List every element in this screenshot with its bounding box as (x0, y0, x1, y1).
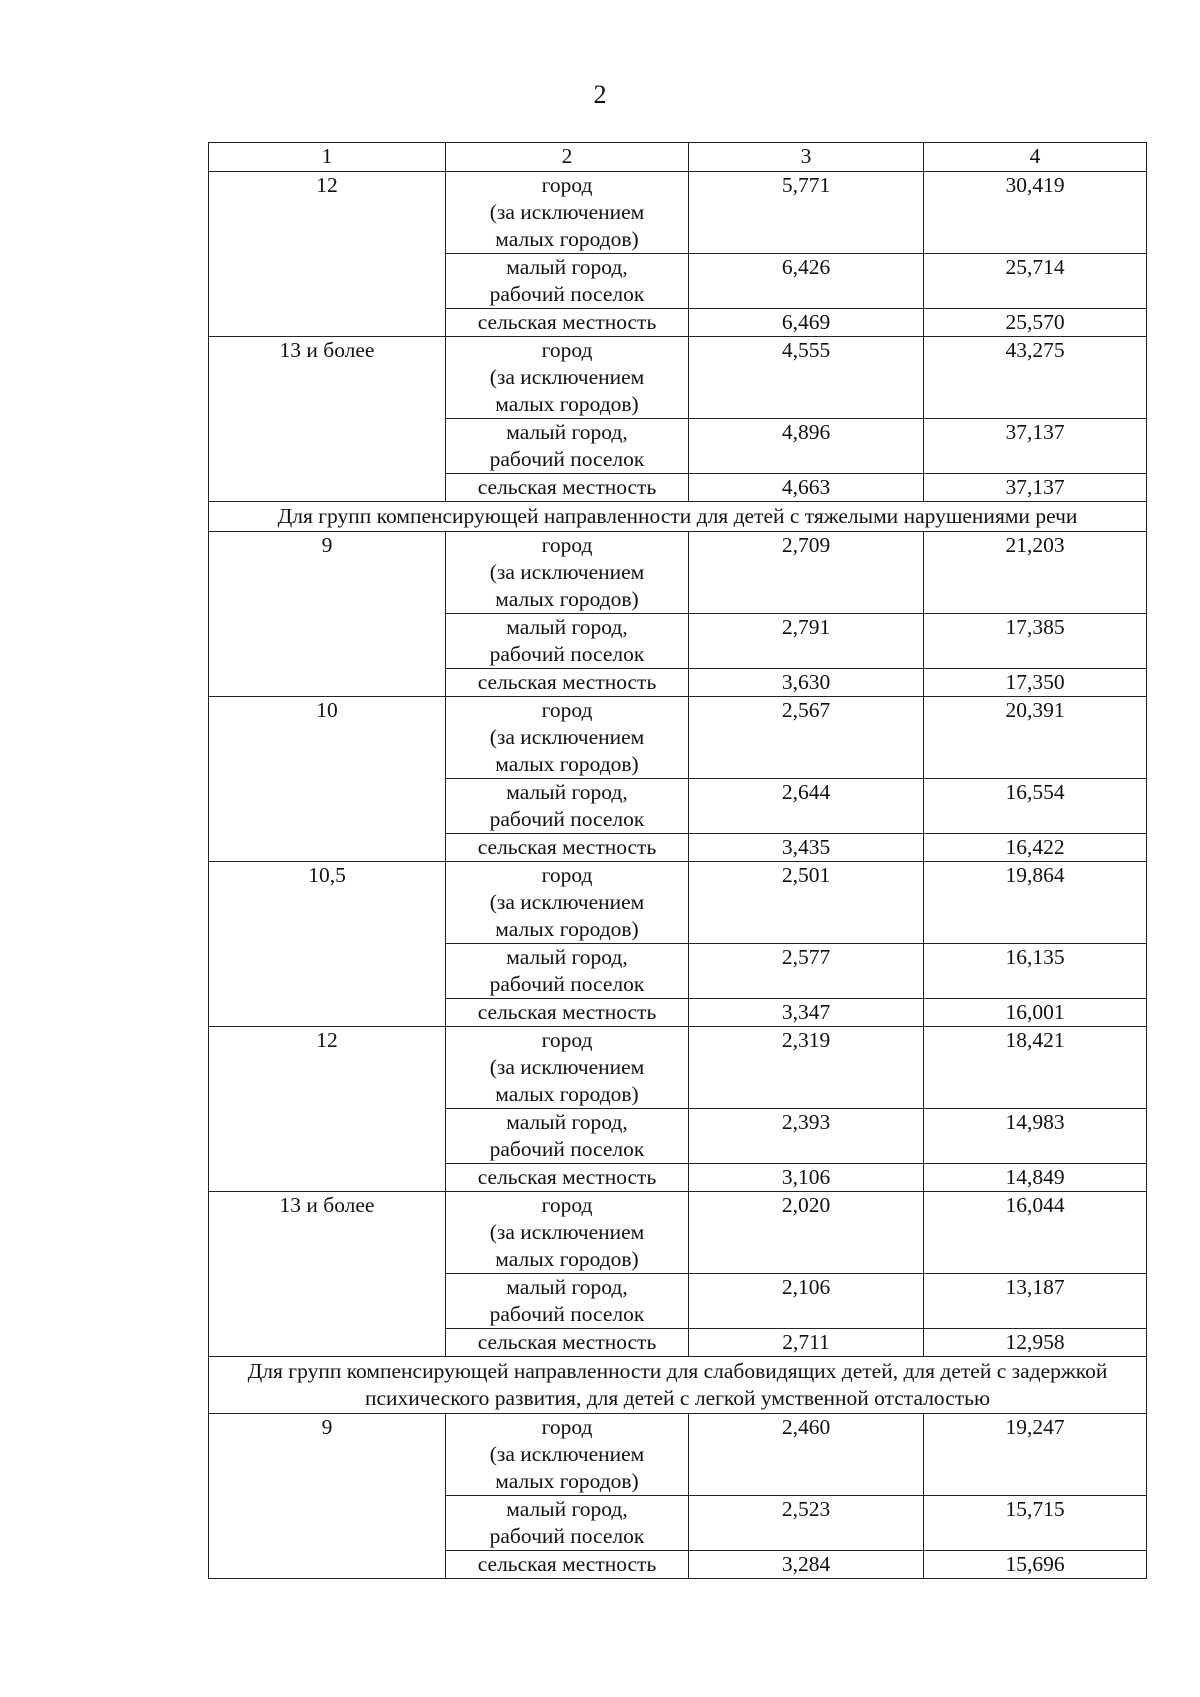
locality-cell: сельская местность (446, 1164, 689, 1192)
col3-value-cell: 3,630 (689, 669, 924, 697)
locality-cell: сельская местность (446, 999, 689, 1027)
header-col-1: 1 (209, 143, 446, 172)
col4-value-cell: 16,135 (924, 944, 1147, 999)
col4-value-cell: 18,421 (924, 1027, 1147, 1109)
col3-value-cell: 6,469 (689, 309, 924, 337)
locality-cell: сельская местность (446, 834, 689, 862)
col3-value-cell: 2,523 (689, 1496, 924, 1551)
header-col-3: 3 (689, 143, 924, 172)
table-row (209, 697, 1147, 779)
section-title-row (209, 1357, 1147, 1414)
table-header-row (209, 143, 1147, 172)
locality-cell: малый город, рабочий поселок (446, 1496, 689, 1551)
locality-cell: город (за исключением малых городов) (446, 1027, 689, 1109)
table-row (209, 172, 1147, 254)
col3-value-cell: 4,663 (689, 474, 924, 502)
table-row (209, 1192, 1147, 1274)
col3-value-cell: 2,577 (689, 944, 924, 999)
col3-value-cell: 2,106 (689, 1274, 924, 1329)
locality-cell: малый город, рабочий поселок (446, 779, 689, 834)
col4-value-cell: 16,422 (924, 834, 1147, 862)
col3-value-cell: 2,791 (689, 614, 924, 669)
locality-cell: малый город, рабочий поселок (446, 1274, 689, 1329)
locality-cell: город (за исключением малых городов) (446, 697, 689, 779)
section-title: Для групп компенсирующей направленности для слабовидящих детей, для детей с задержкой психического развития, для детей с легкой умственной отсталостью (209, 1357, 1147, 1414)
col3-value-cell: 3,284 (689, 1551, 924, 1579)
locality-cell: малый город, рабочий поселок (446, 944, 689, 999)
locality-cell: сельская местность (446, 1329, 689, 1357)
col3-value-cell: 2,567 (689, 697, 924, 779)
locality-cell: сельская местность (446, 669, 689, 697)
col4-value-cell: 19,864 (924, 862, 1147, 944)
col4-value-cell: 17,350 (924, 669, 1147, 697)
col4-value-cell: 14,983 (924, 1109, 1147, 1164)
col3-value-cell: 4,896 (689, 419, 924, 474)
col4-value-cell: 30,419 (924, 172, 1147, 254)
table-row (209, 532, 1147, 614)
locality-cell: малый город, рабочий поселок (446, 614, 689, 669)
hours-cell: 13 и более (209, 337, 446, 502)
page-number: 2 (593, 80, 607, 109)
col4-value-cell: 13,187 (924, 1274, 1147, 1329)
col3-value-cell: 2,501 (689, 862, 924, 944)
locality-cell: город (за исключением малых городов) (446, 1192, 689, 1274)
locality-cell: малый город, рабочий поселок (446, 419, 689, 474)
locality-cell: сельская местность (446, 309, 689, 337)
col4-value-cell: 12,958 (924, 1329, 1147, 1357)
col4-value-cell: 17,385 (924, 614, 1147, 669)
col4-value-cell: 19,247 (924, 1414, 1147, 1496)
col4-value-cell: 16,554 (924, 779, 1147, 834)
section-title: Для групп компенсирующей направленности для детей с тяжелыми нарушениями речи (209, 502, 1147, 532)
locality-cell: город (за исключением малых городов) (446, 172, 689, 254)
locality-cell: город (за исключением малых городов) (446, 532, 689, 614)
col4-value-cell: 16,001 (924, 999, 1147, 1027)
tariff-table (208, 142, 1147, 1579)
col4-value-cell: 15,715 (924, 1496, 1147, 1551)
locality-cell: малый город, рабочий поселок (446, 254, 689, 309)
col3-value-cell: 4,555 (689, 337, 924, 419)
header-col-2: 2 (446, 143, 689, 172)
col3-value-cell: 2,319 (689, 1027, 924, 1109)
col4-value-cell: 25,714 (924, 254, 1147, 309)
col3-value-cell: 3,347 (689, 999, 924, 1027)
col4-value-cell: 14,849 (924, 1164, 1147, 1192)
header-col-4: 4 (924, 143, 1147, 172)
table-row (209, 1414, 1147, 1496)
col4-value-cell: 43,275 (924, 337, 1147, 419)
col3-value-cell: 2,709 (689, 532, 924, 614)
hours-cell: 9 (209, 1414, 446, 1579)
col3-value-cell: 5,771 (689, 172, 924, 254)
col3-value-cell: 3,106 (689, 1164, 924, 1192)
locality-cell: сельская местность (446, 474, 689, 502)
col3-value-cell: 2,711 (689, 1329, 924, 1357)
locality-cell: город (за исключением малых городов) (446, 1414, 689, 1496)
col4-value-cell: 25,570 (924, 309, 1147, 337)
hours-cell: 13 и более (209, 1192, 446, 1357)
col4-value-cell: 20,391 (924, 697, 1147, 779)
hours-cell: 9 (209, 532, 446, 697)
table-body (209, 143, 1147, 1579)
locality-cell: город (за исключением малых городов) (446, 337, 689, 419)
col4-value-cell: 15,696 (924, 1551, 1147, 1579)
col4-value-cell: 16,044 (924, 1192, 1147, 1274)
col3-value-cell: 6,426 (689, 254, 924, 309)
table-row (209, 337, 1147, 419)
hours-cell: 10,5 (209, 862, 446, 1027)
table-row (209, 862, 1147, 944)
hours-cell: 12 (209, 172, 446, 337)
col4-value-cell: 37,137 (924, 474, 1147, 502)
section-title-row (209, 502, 1147, 532)
locality-cell: сельская местность (446, 1551, 689, 1579)
col4-value-cell: 21,203 (924, 532, 1147, 614)
col3-value-cell: 3,435 (689, 834, 924, 862)
col3-value-cell: 2,644 (689, 779, 924, 834)
locality-cell: малый город, рабочий поселок (446, 1109, 689, 1164)
locality-cell: город (за исключением малых городов) (446, 862, 689, 944)
col3-value-cell: 2,460 (689, 1414, 924, 1496)
col4-value-cell: 37,137 (924, 419, 1147, 474)
hours-cell: 10 (209, 697, 446, 862)
table-row (209, 1027, 1147, 1109)
col3-value-cell: 2,393 (689, 1109, 924, 1164)
col3-value-cell: 2,020 (689, 1192, 924, 1274)
hours-cell: 12 (209, 1027, 446, 1192)
